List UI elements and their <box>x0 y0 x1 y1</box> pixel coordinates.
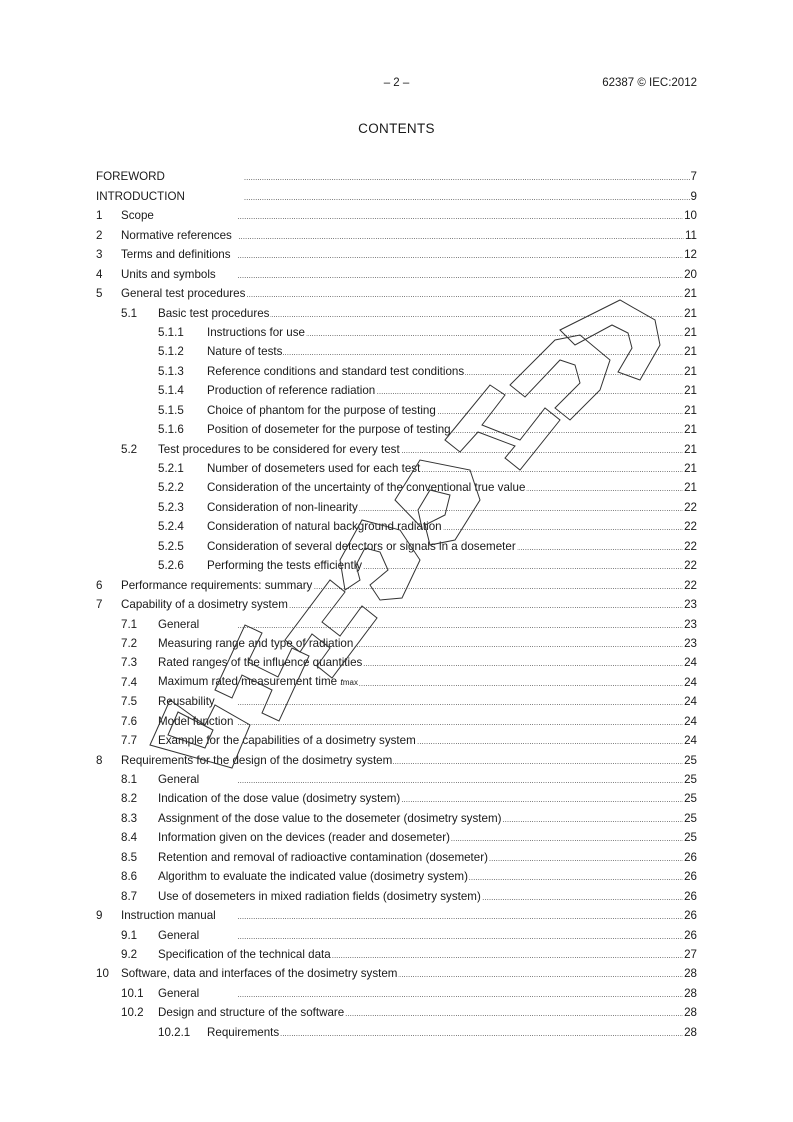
toc-entry[interactable] <box>96 883 697 902</box>
page-number: – 2 – <box>383 77 410 89</box>
toc-entry[interactable] <box>96 844 697 863</box>
toc-entry-number: 5.2.6 <box>158 559 184 573</box>
toc-entry-label <box>207 423 451 436</box>
dot-leader <box>451 834 683 842</box>
toc-entry-label <box>121 967 397 980</box>
toc-entry-label-text: Performing the tests efficiently <box>207 559 363 573</box>
toc-entry[interactable] <box>96 669 697 688</box>
toc-entry-label <box>158 1006 344 1019</box>
toc-entry-label-text: Position of dosemeter for the purpose of testing <box>207 423 451 437</box>
dot-leader <box>155 212 683 220</box>
toc-entry-number: 5.2 <box>121 442 138 456</box>
toc-entry-label-text: Capability of a dosimetry system <box>121 598 288 612</box>
toc-entry-label <box>121 579 312 592</box>
toc-entry[interactable] <box>96 980 697 999</box>
toc-entry-page: 26 <box>684 870 697 884</box>
toc-entry-label <box>158 307 269 320</box>
toc-entry-label-text: INTRODUCTION <box>96 189 185 203</box>
toc-entry-label <box>96 170 165 183</box>
toc-entry-label <box>207 326 305 339</box>
toc-entry-label <box>158 443 400 456</box>
dot-leader <box>417 737 683 745</box>
toc-entry-label-text: Instructions for use <box>207 325 305 339</box>
dot-leader <box>469 873 683 881</box>
toc-entry-page: 22 <box>684 559 697 573</box>
toc-entry-number: 10.1 <box>121 986 144 1000</box>
toc-entry[interactable] <box>96 203 697 222</box>
dot-leader <box>517 543 683 551</box>
toc-entry-label-text: Requirements <box>207 1025 280 1039</box>
toc-entry[interactable] <box>96 922 697 941</box>
dot-leader <box>443 523 683 531</box>
toc-entry-label <box>121 229 232 242</box>
dot-leader <box>283 348 683 356</box>
toc-entry[interactable] <box>96 553 697 572</box>
toc-entry-page: 24 <box>684 695 697 709</box>
toc-entry-label-text: Example for the capabilities of a dosimetry system <box>158 734 416 748</box>
toc-entry-number: 5.2.3 <box>158 500 184 514</box>
dot-leader <box>345 1009 683 1017</box>
toc-entry-label-text: Instruction manual <box>121 909 216 923</box>
dot-leader <box>289 601 683 609</box>
toc-entry-number: 10.2.1 <box>158 1025 191 1039</box>
toc-entry-label <box>121 598 288 611</box>
toc-entry-label-text: Use of dosemeters in mixed radiation fields (dosimetry system) <box>158 889 481 903</box>
toc-entry-page: 25 <box>684 811 697 825</box>
dot-leader <box>200 621 683 629</box>
toc-entry-number: 5.1.2 <box>158 345 184 359</box>
toc-entry-label <box>158 929 199 942</box>
toc-entry-label <box>207 404 436 417</box>
toc-entry-page: 26 <box>684 909 697 923</box>
toc-entry-label-text: General <box>158 928 200 942</box>
dot-leader <box>313 582 683 590</box>
toc-entry-number: 9.1 <box>121 928 138 942</box>
toc-entry-number: 5.1.1 <box>158 325 184 339</box>
toc-entry-number: 10 <box>96 967 109 981</box>
toc-entry-number: 5.2.2 <box>158 481 184 495</box>
toc-entry-label <box>207 365 464 378</box>
toc-entry-page: 21 <box>684 325 697 339</box>
toc-entry[interactable] <box>96 767 697 786</box>
toc-entry[interactable] <box>96 728 697 747</box>
dot-leader <box>482 893 683 901</box>
dot-leader <box>401 446 683 454</box>
toc-entry[interactable] <box>96 242 697 261</box>
toc-entry-label <box>158 715 233 728</box>
toc-entry-label <box>158 773 199 786</box>
toc-entry-label-text: Requirements for the design of the dosimetry system <box>121 753 393 767</box>
toc-entry[interactable] <box>96 747 697 766</box>
toc-entry-label <box>121 268 216 281</box>
toc-entry-number: 7.6 <box>121 714 138 728</box>
toc-entry[interactable] <box>96 592 697 611</box>
table-of-contents <box>96 164 697 1039</box>
dot-leader <box>270 310 683 318</box>
dot-leader <box>452 426 683 434</box>
toc-entry-page: 22 <box>684 539 697 553</box>
dot-leader <box>354 640 683 648</box>
toc-entry-page: 22 <box>684 520 697 534</box>
toc-entry-page: 25 <box>684 753 697 767</box>
toc-entry-page: 26 <box>684 889 697 903</box>
toc-entry-number: 8.7 <box>121 889 138 903</box>
toc-entry-number: 5.1.4 <box>158 384 184 398</box>
toc-entry[interactable] <box>96 572 697 591</box>
toc-entry-label <box>158 812 501 825</box>
toc-entry-label-text: Software, data and interfaces of the dosimetry system <box>121 967 398 981</box>
dot-leader <box>489 854 683 862</box>
toc-entry[interactable] <box>96 300 697 319</box>
toc-entry-label-text: Design and structure of the software <box>158 1006 345 1020</box>
toc-entry-label-text: Performance requirements: summary <box>121 578 313 592</box>
toc-entry-page: 21 <box>684 442 697 456</box>
toc-entry-label-text: General <box>158 617 200 631</box>
toc-entry-label <box>121 287 245 300</box>
dot-leader <box>233 232 684 240</box>
toc-entry-page: 25 <box>684 792 697 806</box>
toc-entry-label <box>207 462 420 475</box>
toc-entry-page: 21 <box>684 306 697 320</box>
toc-entry[interactable] <box>96 494 697 513</box>
toc-entry-label-text: Terms and definitions <box>121 248 231 262</box>
toc-entry-label <box>207 559 362 572</box>
toc-entry-label-text: Assignment of the dose value to the dosemeter (dosimetry system) <box>158 811 502 825</box>
toc-entry[interactable] <box>96 339 697 358</box>
toc-entry-page: 24 <box>684 656 697 670</box>
toc-entry[interactable] <box>96 805 697 824</box>
toc-entry-number: 8.1 <box>121 773 138 786</box>
toc-entry-number: 9 <box>96 909 103 923</box>
dot-leader <box>393 757 683 765</box>
toc-entry[interactable] <box>96 378 697 397</box>
dot-leader <box>166 173 690 181</box>
toc-entry-label-text: Nature of tests <box>207 345 283 359</box>
toc-entry-label <box>158 890 481 903</box>
toc-entry[interactable] <box>96 1019 697 1038</box>
toc-entry-label-text: Information given on the devices (reader and dosemeter) <box>158 831 450 845</box>
toc-entry-label <box>207 384 375 397</box>
toc-entry-label <box>121 248 231 261</box>
toc-entry-page: 23 <box>684 636 697 650</box>
toc-entry-label-text: Reference conditions and standard test conditions <box>207 364 465 378</box>
toc-entry-label-text: Measuring range and type of radiation <box>158 636 354 650</box>
toc-entry-label <box>207 1026 279 1039</box>
toc-entry-page: 21 <box>684 403 697 417</box>
toc-entry-page: 21 <box>684 287 697 301</box>
toc-entry-label-text: Basic test procedures <box>158 306 270 320</box>
toc-entry-page: 21 <box>684 364 697 378</box>
dot-leader <box>465 368 683 376</box>
toc-entry-number: 7.3 <box>121 656 138 670</box>
toc-entry-label <box>158 948 331 961</box>
toc-entry[interactable] <box>96 650 697 669</box>
toc-entry-number: 3 <box>96 248 103 262</box>
toc-entry-number: 5.1.6 <box>158 423 184 437</box>
toc-entry[interactable] <box>96 689 697 708</box>
toc-entry-page: 21 <box>684 384 697 398</box>
dot-leader <box>363 659 683 667</box>
dot-leader <box>526 484 683 492</box>
toc-entry-page: 22 <box>684 500 697 514</box>
toc-entry-label <box>158 851 488 864</box>
toc-entry-page: 7 <box>690 170 697 184</box>
toc-entry-label-text: Rated ranges of the influence quantities <box>158 656 363 670</box>
toc-entry-page: 10 <box>684 209 697 223</box>
toc-entry[interactable] <box>96 456 697 475</box>
dot-leader <box>363 562 683 570</box>
toc-entry[interactable] <box>96 436 697 455</box>
toc-entry[interactable] <box>96 475 697 494</box>
toc-entry-number: 6 <box>96 578 103 592</box>
dot-leader <box>234 718 683 726</box>
toc-entry-number: 1 <box>96 209 103 223</box>
toc-entry-label-text: Model function <box>158 714 234 728</box>
toc-entry-number: 2 <box>96 228 103 242</box>
toc-entry[interactable] <box>96 358 697 377</box>
toc-entry[interactable] <box>96 708 697 727</box>
toc-entry-label-text: Retention and removal of radioactive contamination (dosemeter) <box>158 850 488 864</box>
toc-entry-label-text: Consideration of the uncertainty of the conventional true value <box>207 481 526 495</box>
toc-entry[interactable] <box>96 261 697 280</box>
dot-leader <box>359 679 683 687</box>
toc-entry-label <box>121 209 154 222</box>
toc-entry-label-text: Choice of phantom for the purpose of testing <box>207 403 436 417</box>
toc-entry-label <box>121 909 216 922</box>
toc-entry[interactable] <box>96 320 697 339</box>
dot-leader <box>421 465 683 473</box>
toc-entry-page: 28 <box>684 1025 697 1039</box>
toc-entry-label <box>207 520 442 533</box>
toc-entry-page: 9 <box>690 189 697 203</box>
toc-entry-label-text: Indication of the dose value (dosimetry system) <box>158 792 401 806</box>
toc-entry-number: 10.2 <box>121 1006 144 1020</box>
dot-leader <box>437 407 683 415</box>
toc-entry-label-text: FOREWORD <box>96 170 165 184</box>
toc-entry-page: 24 <box>684 714 697 728</box>
toc-entry[interactable] <box>96 825 697 844</box>
toc-entry[interactable] <box>96 1000 697 1019</box>
toc-entry-label <box>158 987 199 1000</box>
toc-entry-page: 11 <box>684 228 697 242</box>
dot-leader <box>200 776 683 784</box>
dot-leader <box>398 970 683 978</box>
dot-leader <box>332 951 683 959</box>
dot-leader <box>306 329 683 337</box>
toc-entry-page: 21 <box>684 481 697 495</box>
document-reference: 62387 © IEC:2012 <box>602 77 697 89</box>
toc-entry-number: 5.1.5 <box>158 403 184 417</box>
toc-entry-label-text: Test procedures to be considered for every test <box>158 442 400 456</box>
toc-entry-symbol: t <box>340 676 343 687</box>
dot-leader <box>246 290 683 298</box>
toc-entry-number: 8.5 <box>121 850 138 864</box>
toc-entry-label <box>158 792 400 805</box>
toc-entry-number: 7.7 <box>121 734 138 748</box>
toc-entry-page: 21 <box>684 423 697 437</box>
toc-entry[interactable] <box>96 514 697 533</box>
dot-leader <box>186 193 690 201</box>
toc-entry-label-text: Consideration of non-linearity <box>207 500 358 514</box>
toc-entry-page: 26 <box>684 928 697 942</box>
dot-leader <box>401 795 683 803</box>
toc-entry-label <box>207 345 282 358</box>
toc-entry[interactable] <box>96 533 697 552</box>
toc-entry[interactable] <box>96 417 697 436</box>
toc-entry-label-text: Units and symbols <box>121 267 216 281</box>
toc-entry-label-text: Production of reference radiation <box>207 384 376 398</box>
toc-entry-label <box>207 540 516 553</box>
toc-entry-page: 28 <box>684 967 697 981</box>
toc-entry-number: 5.2.4 <box>158 520 184 534</box>
toc-entry-number: 8 <box>96 753 103 767</box>
toc-entry-number: 5.2.5 <box>158 539 184 553</box>
toc-entry-label-text: Scope <box>121 209 154 223</box>
toc-entry-label <box>158 831 450 844</box>
toc-entry[interactable] <box>96 961 697 980</box>
toc-entry-number: 5 <box>96 287 103 301</box>
toc-entry-label <box>158 695 215 708</box>
toc-entry-label-text: General <box>158 773 200 786</box>
toc-entry-number: 5.1.3 <box>158 364 184 378</box>
toc-entry-page: 27 <box>684 947 697 961</box>
page-title: CONTENTS <box>358 121 435 136</box>
toc-entry-page: 26 <box>684 850 697 864</box>
toc-entry-number: 5.2.1 <box>158 462 184 475</box>
toc-entry-page: 24 <box>684 675 697 689</box>
dot-leader <box>200 932 683 940</box>
dot-leader <box>232 251 684 259</box>
toc-entry-number: 8.6 <box>121 870 138 884</box>
toc-entry-label <box>96 190 185 203</box>
toc-entry-page: 28 <box>684 986 697 1000</box>
toc-entry-number: 7.1 <box>121 617 138 631</box>
toc-entry-page: 21 <box>684 345 697 359</box>
toc-entry[interactable] <box>96 281 697 300</box>
toc-entry[interactable] <box>96 611 697 630</box>
toc-entry[interactable] <box>96 942 697 961</box>
toc-entry-label <box>158 637 353 650</box>
toc-entry-label <box>158 675 358 689</box>
toc-entry-page: 23 <box>684 598 697 612</box>
toc-entry[interactable] <box>96 786 697 805</box>
toc-entry-label <box>158 656 362 669</box>
dot-leader <box>280 1029 683 1037</box>
toc-entry[interactable] <box>96 183 697 202</box>
dot-leader <box>376 387 683 395</box>
toc-entry[interactable] <box>96 397 697 416</box>
toc-entry-page: 25 <box>684 773 697 786</box>
toc-entry-label <box>158 618 199 631</box>
toc-entry-label <box>158 870 468 883</box>
toc-entry-number: 8.4 <box>121 831 138 845</box>
toc-entry-label-text: Number of dosemeters used for each test <box>207 462 421 475</box>
toc-entry[interactable] <box>96 631 697 650</box>
toc-entry-page: 21 <box>684 462 697 475</box>
toc-entry-page: 12 <box>684 248 697 262</box>
toc-entry[interactable] <box>96 164 697 183</box>
toc-entry-label-text: Consideration of several detectors or signals in a dosemeter <box>207 539 516 553</box>
toc-entry-number: 4 <box>96 267 103 281</box>
toc-entry-number: 8.2 <box>121 792 138 806</box>
toc-entry-number: 5.1 <box>121 306 138 320</box>
dot-leader <box>359 504 683 512</box>
toc-entry-page: 25 <box>684 831 697 845</box>
toc-entry-label-text: Algorithm to evaluate the indicated value (dosimetry system) <box>158 870 468 884</box>
toc-entry-label-text: General test procedures <box>121 287 246 301</box>
toc-entry-label-text: Reusability <box>158 695 215 709</box>
toc-entry-page: 22 <box>684 578 697 592</box>
dot-leader <box>200 990 683 998</box>
toc-entry-page: 20 <box>684 267 697 281</box>
toc-entry-number: 7 <box>96 598 103 612</box>
dot-leader <box>216 698 683 706</box>
dot-leader <box>502 815 683 823</box>
dot-leader <box>217 912 683 920</box>
toc-entry-symbol-subscript: max <box>342 677 358 687</box>
toc-entry-page: 24 <box>684 734 697 748</box>
toc-entry-label-text: Specification of the technical data <box>158 947 331 961</box>
toc-entry-number: 7.4 <box>121 675 138 689</box>
toc-entry-label <box>158 734 416 747</box>
toc-entry[interactable] <box>96 903 697 922</box>
toc-entry-label-text: Normative references <box>121 228 232 242</box>
toc-entry-page: 23 <box>684 617 697 631</box>
toc-entry-number: 9.2 <box>121 947 138 961</box>
toc-entry-number: 7.2 <box>121 636 138 650</box>
toc-entry-label <box>207 501 358 514</box>
toc-entry-number: 7.5 <box>121 695 138 709</box>
toc-entry-label-text: General <box>158 986 200 1000</box>
toc-entry[interactable] <box>96 222 697 241</box>
toc-entry-label <box>207 481 525 494</box>
dot-leader <box>217 271 683 279</box>
toc-entry-label <box>121 754 392 767</box>
toc-entry[interactable] <box>96 864 697 883</box>
toc-entry-label-text: Consideration of natural background radiation <box>207 520 442 534</box>
toc-entry-label-text: Maximum rated measurement time <box>158 674 341 688</box>
toc-entry-number: 8.3 <box>121 811 138 825</box>
toc-entry-page: 28 <box>684 1006 697 1020</box>
